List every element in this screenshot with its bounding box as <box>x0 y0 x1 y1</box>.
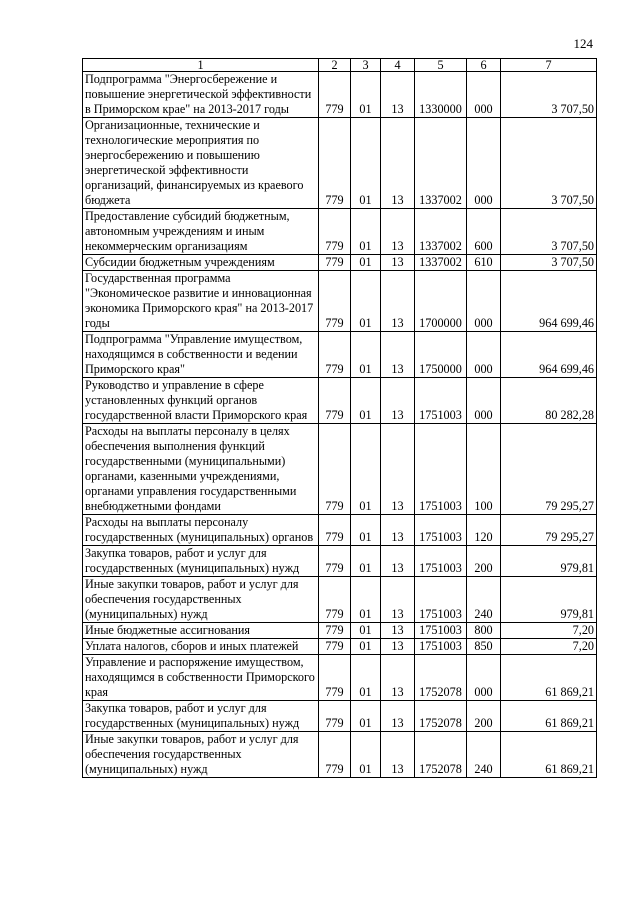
row-code-rz: 01 <box>351 332 381 378</box>
row-code-vr: 200 <box>467 701 501 732</box>
row-code-gr: 779 <box>319 424 351 515</box>
row-code-vr: 100 <box>467 424 501 515</box>
row-code-csr: 1752078 <box>415 701 467 732</box>
column-header: 3 <box>351 59 381 72</box>
table-row <box>83 623 597 639</box>
row-code-pr: 13 <box>381 255 415 271</box>
row-code-rz: 01 <box>351 701 381 732</box>
row-code-vr: 240 <box>467 732 501 778</box>
row-name: Расходы на выплаты персоналу государственных (муниципальных) органов <box>83 515 319 546</box>
row-code-pr: 13 <box>381 701 415 732</box>
row-code-csr: 1751003 <box>415 424 467 515</box>
row-code-gr: 779 <box>319 515 351 546</box>
row-code-csr: 1700000 <box>415 271 467 332</box>
row-code-rz: 01 <box>351 118 381 209</box>
row-code-pr: 13 <box>381 271 415 332</box>
row-sum: 3 707,50 <box>501 72 597 118</box>
row-code-rz: 01 <box>351 271 381 332</box>
row-name: Подпрограмма "Управление имуществом, находящимся в собственности и ведении Приморского края" <box>83 332 319 378</box>
row-name: Организационные, технические и технологические мероприятия по энергосбережению и повышению энергетической эффективности организаций, финансируемых из краевого бюджета <box>83 118 319 209</box>
table-row <box>83 515 597 546</box>
row-code-vr: 240 <box>467 577 501 623</box>
row-code-vr: 000 <box>467 378 501 424</box>
row-code-pr: 13 <box>381 623 415 639</box>
row-code-gr: 779 <box>319 271 351 332</box>
column-header: 1 <box>83 59 319 72</box>
row-name: Закупка товаров, работ и услуг для государственных (муниципальных) нужд <box>83 701 319 732</box>
table-row <box>83 424 597 515</box>
row-code-vr: 800 <box>467 623 501 639</box>
row-code-csr: 1751003 <box>415 546 467 577</box>
row-code-vr: 200 <box>467 546 501 577</box>
row-code-pr: 13 <box>381 118 415 209</box>
row-sum: 7,20 <box>501 639 597 655</box>
row-code-vr: 610 <box>467 255 501 271</box>
row-code-rz: 01 <box>351 577 381 623</box>
row-code-gr: 779 <box>319 332 351 378</box>
row-name: Управление и распоряжение имуществом, находящимся в собственности Приморского края <box>83 655 319 701</box>
row-code-pr: 13 <box>381 72 415 118</box>
row-code-vr: 850 <box>467 639 501 655</box>
row-code-vr: 000 <box>467 271 501 332</box>
row-code-csr: 1751003 <box>415 378 467 424</box>
page-number: 124 <box>573 36 593 51</box>
row-code-rz: 01 <box>351 655 381 701</box>
row-code-csr: 1751003 <box>415 515 467 546</box>
row-code-vr: 120 <box>467 515 501 546</box>
row-code-pr: 13 <box>381 378 415 424</box>
row-name: Иные бюджетные ассигнования <box>83 623 319 639</box>
row-code-pr: 13 <box>381 639 415 655</box>
row-code-rz: 01 <box>351 209 381 255</box>
row-sum: 964 699,46 <box>501 271 597 332</box>
row-code-gr: 779 <box>319 701 351 732</box>
row-code-rz: 01 <box>351 732 381 778</box>
row-code-vr: 600 <box>467 209 501 255</box>
row-name: Расходы на выплаты персоналу в целях обеспечения выполнения функций государственными (муниципальными) органами, казенными учреждениями, органами управления государственными внебюджетными фондами <box>83 424 319 515</box>
row-code-csr: 1751003 <box>415 639 467 655</box>
budget-table <box>82 58 597 778</box>
row-code-pr: 13 <box>381 655 415 701</box>
table-row <box>83 378 597 424</box>
column-header: 6 <box>467 59 501 72</box>
row-code-pr: 13 <box>381 732 415 778</box>
row-code-pr: 13 <box>381 546 415 577</box>
column-header: 5 <box>415 59 467 72</box>
row-code-pr: 13 <box>381 515 415 546</box>
row-name: Государственная программа "Экономическое развитие и инновационная экономика Приморского края" на 2013-2017 годы <box>83 271 319 332</box>
row-code-gr: 779 <box>319 655 351 701</box>
row-code-gr: 779 <box>319 623 351 639</box>
row-code-csr: 1330000 <box>415 72 467 118</box>
row-code-rz: 01 <box>351 639 381 655</box>
table-row <box>83 72 597 118</box>
row-code-gr: 779 <box>319 577 351 623</box>
row-code-rz: 01 <box>351 378 381 424</box>
row-code-csr: 1752078 <box>415 655 467 701</box>
row-name: Подпрограмма "Энергосбережение и повышение энергетической эффективности в Приморском крае" на 2013-2017 годы <box>83 72 319 118</box>
row-name: Руководство и управление в сфере установленных функций органов государственной власти Приморского края <box>83 378 319 424</box>
row-code-vr: 000 <box>467 332 501 378</box>
row-sum: 964 699,46 <box>501 332 597 378</box>
row-code-gr: 779 <box>319 546 351 577</box>
row-code-rz: 01 <box>351 515 381 546</box>
table-row <box>83 271 597 332</box>
row-code-vr: 000 <box>467 655 501 701</box>
table-row <box>83 546 597 577</box>
row-code-gr: 779 <box>319 732 351 778</box>
row-code-csr: 1337002 <box>415 209 467 255</box>
row-code-gr: 779 <box>319 72 351 118</box>
row-name: Субсидии бюджетным учреждениям <box>83 255 319 271</box>
row-code-csr: 1750000 <box>415 332 467 378</box>
row-name: Предоставление субсидий бюджетным, автономным учреждениям и иным некоммерческим организациям <box>83 209 319 255</box>
row-code-csr: 1337002 <box>415 118 467 209</box>
row-code-pr: 13 <box>381 332 415 378</box>
row-code-gr: 779 <box>319 255 351 271</box>
row-code-gr: 779 <box>319 118 351 209</box>
table-row <box>83 655 597 701</box>
column-header: 7 <box>501 59 597 72</box>
table-row <box>83 118 597 209</box>
row-sum: 80 282,28 <box>501 378 597 424</box>
row-code-rz: 01 <box>351 424 381 515</box>
row-sum: 979,81 <box>501 546 597 577</box>
row-code-rz: 01 <box>351 255 381 271</box>
row-code-csr: 1751003 <box>415 623 467 639</box>
row-code-pr: 13 <box>381 209 415 255</box>
row-sum: 61 869,21 <box>501 701 597 732</box>
row-sum: 61 869,21 <box>501 655 597 701</box>
row-code-vr: 000 <box>467 118 501 209</box>
row-sum: 979,81 <box>501 577 597 623</box>
row-code-pr: 13 <box>381 424 415 515</box>
row-code-rz: 01 <box>351 72 381 118</box>
row-name: Иные закупки товаров, работ и услуг для обеспечения государственных (муниципальных) нужд <box>83 732 319 778</box>
row-code-rz: 01 <box>351 623 381 639</box>
row-name: Уплата налогов, сборов и иных платежей <box>83 639 319 655</box>
table-row <box>83 209 597 255</box>
table-row <box>83 577 597 623</box>
table-row <box>83 255 597 271</box>
row-sum: 3 707,50 <box>501 255 597 271</box>
table-row <box>83 639 597 655</box>
row-sum: 79 295,27 <box>501 424 597 515</box>
table-row <box>83 701 597 732</box>
table-row <box>83 332 597 378</box>
row-code-csr: 1751003 <box>415 577 467 623</box>
column-header: 4 <box>381 59 415 72</box>
row-name: Закупка товаров, работ и услуг для государственных (муниципальных) нужд <box>83 546 319 577</box>
row-code-gr: 779 <box>319 209 351 255</box>
row-sum: 79 295,27 <box>501 515 597 546</box>
row-code-rz: 01 <box>351 546 381 577</box>
row-sum: 3 707,50 <box>501 118 597 209</box>
row-code-csr: 1337002 <box>415 255 467 271</box>
row-sum: 7,20 <box>501 623 597 639</box>
table-row <box>83 732 597 778</box>
row-code-gr: 779 <box>319 639 351 655</box>
header-row <box>83 59 597 72</box>
row-code-pr: 13 <box>381 577 415 623</box>
row-code-vr: 000 <box>467 72 501 118</box>
row-name: Иные закупки товаров, работ и услуг для обеспечения государственных (муниципальных) нужд <box>83 577 319 623</box>
row-sum: 3 707,50 <box>501 209 597 255</box>
column-header: 2 <box>319 59 351 72</box>
row-code-gr: 779 <box>319 378 351 424</box>
row-code-csr: 1752078 <box>415 732 467 778</box>
row-sum: 61 869,21 <box>501 732 597 778</box>
